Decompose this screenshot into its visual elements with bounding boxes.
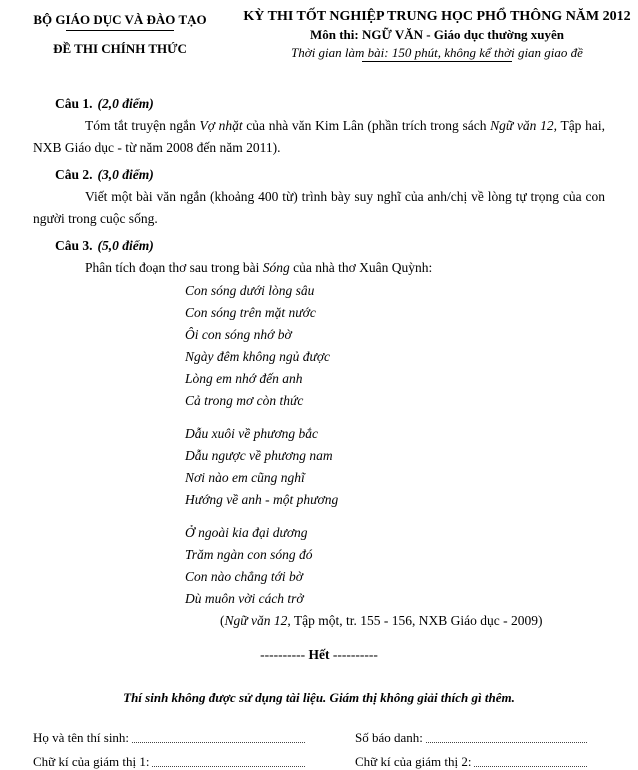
poem-stanza-1 xyxy=(185,280,605,412)
end-separator xyxy=(33,647,605,663)
candidate-number-fill-line xyxy=(426,730,587,743)
poem-stanza-3 xyxy=(185,522,605,610)
footer-row-1 xyxy=(33,730,605,746)
proctor-1-signature-label: Chữ kí của giám thị 1: xyxy=(33,754,150,769)
poem-line: Dẫu ngược về phương nam xyxy=(185,448,333,463)
question-3-text-part: Phân tích đoạn thơ sau trong bài xyxy=(85,260,263,275)
question-2-label xyxy=(55,167,605,183)
poem-stanza-2 xyxy=(185,423,605,511)
exam-title: KỲ THI TỐT NGHIỆP TRUNG HỌC PHỔ THÔNG NĂM 2012 xyxy=(243,9,631,24)
proctor-2-signature-field xyxy=(355,754,587,770)
candidate-name-label: Họ và tên thí sinh: xyxy=(33,730,130,745)
ministry-name: BỘ GIÁO DỤC VÀ ĐÀO TẠO xyxy=(33,12,207,27)
candidate-number-label: Số báo danh: xyxy=(355,730,423,745)
question-1-text-part: Tóm tắt truyện ngắn xyxy=(85,118,200,133)
exam-paper-type: ĐỀ THI CHÍNH THỨC xyxy=(53,41,187,56)
work-title-vo-nhat: Vợ nhặt xyxy=(199,118,243,133)
poem-line: Lòng em nhớ đến anh xyxy=(185,371,303,386)
question-1-label xyxy=(55,96,605,112)
footer-row-2 xyxy=(33,754,605,770)
end-dashes-right: ---------- xyxy=(332,647,378,662)
question-3-text-part: của nhà thơ Xuân Quỳnh: xyxy=(289,260,433,275)
poem-line: Dẫu xuôi về phương bắc xyxy=(185,426,319,441)
question-2-text xyxy=(33,186,605,230)
poem-line: Trăm ngàn con sóng đó xyxy=(185,547,313,562)
question-2-number: Câu 2. xyxy=(55,167,93,182)
question-3-label xyxy=(55,238,605,254)
candidate-number-field xyxy=(355,730,587,746)
citation-part: , Tập một, tr. 155 - 156, NXB Giáo dục - 2009) xyxy=(287,613,543,628)
header-right-rule xyxy=(362,61,512,62)
poem-title-song: Sóng xyxy=(262,260,290,275)
poem-line: Nơi nào em cũng nghĩ xyxy=(185,470,305,485)
exam-subject: Môn thi: NGỮ VĂN - Giáo dục thường xuyên xyxy=(309,27,565,42)
document-header xyxy=(0,9,638,62)
poem-line: Con sóng dưới lòng sâu xyxy=(185,283,315,298)
citation-part: ( xyxy=(220,613,225,628)
question-1-text-part: của nhà văn Kim Lân (phần trích trong sách xyxy=(242,118,491,133)
poem-line: Hướng về anh - một phương xyxy=(185,492,339,507)
end-label: Hết xyxy=(308,647,330,662)
question-3-points: (5,0 điểm) xyxy=(97,238,154,253)
poem-line: Ngày đêm không ngủ được xyxy=(185,349,331,364)
proctor-1-signature-fill-line xyxy=(152,754,305,767)
poem-line: Con sóng trên mặt nước xyxy=(185,305,316,320)
header-left-rule xyxy=(66,30,174,31)
exam-duration: Thời gian làm bài: 150 phút, không kể thời gian giao đề xyxy=(291,45,583,60)
poem-citation xyxy=(220,610,605,632)
question-2-text-part: Viết một bài văn ngắn (khoảng 400 từ) trình bày suy nghĩ của anh/chị về lòng tự trọng của con người trong cuộc sống. xyxy=(33,189,605,226)
citation-book-title: Ngữ văn 12 xyxy=(224,613,288,628)
candidate-name-fill-line xyxy=(132,730,305,743)
proctor-1-signature-field xyxy=(33,754,305,770)
signature-footer xyxy=(33,730,605,770)
question-1-text-part: Tập hai, NXB Giáo dục - từ năm 2008 đến năm 2011). xyxy=(33,118,605,155)
exam-content xyxy=(33,96,605,770)
book-title-ngu-van-12: Ngữ văn 12, xyxy=(490,118,557,133)
question-1-number: Câu 1. xyxy=(55,96,93,111)
question-1-points: (2,0 điểm) xyxy=(97,96,154,111)
proctor-2-signature-fill-line xyxy=(474,754,587,767)
poem-line: Dù muôn vời cách trở xyxy=(185,591,304,606)
candidate-name-field xyxy=(33,730,305,746)
poem-line: Ôi con sóng nhớ bờ xyxy=(185,327,292,342)
question-3-number: Câu 3. xyxy=(55,238,93,253)
poem-line: Ở ngoài kia đại dương xyxy=(185,525,308,540)
examinee-instruction-note: Thí sinh không được sử dụng tài liệu. Giám thị không giải thích gì thêm. xyxy=(123,690,515,705)
issuing-authority-block xyxy=(0,9,240,62)
poem-excerpt xyxy=(185,280,605,610)
poem-line: Con nào chẳng tới bờ xyxy=(185,569,303,584)
exam-title-block xyxy=(240,9,638,62)
end-dashes-left: ---------- xyxy=(260,647,306,662)
proctor-2-signature-label: Chữ kí của giám thị 2: xyxy=(355,754,472,769)
poem-line: Cả trong mơ còn thức xyxy=(185,393,304,408)
question-3-text xyxy=(33,257,605,279)
question-2-points: (3,0 điểm) xyxy=(97,167,154,182)
question-1-text xyxy=(33,115,605,159)
